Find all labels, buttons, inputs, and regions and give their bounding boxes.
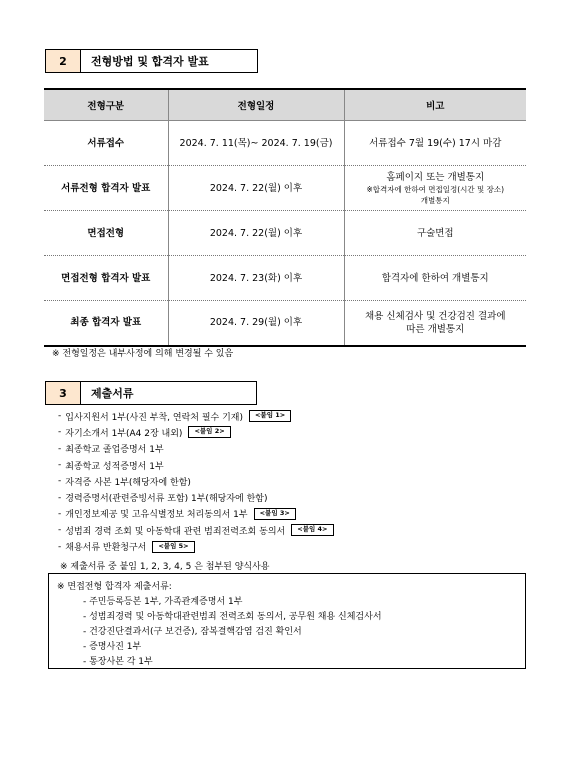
note-cell: 서류접수 7월 19(수) 17시 마감 xyxy=(344,121,526,166)
document-text: 입사지원서 1부(사진 부착, 연락처 필수 기재) xyxy=(65,412,243,423)
document-text: 최종학교 졸업증명서 1부 xyxy=(65,445,164,456)
date-cell: 2024. 7. 29(월) 이후 xyxy=(168,301,344,346)
note-line: 따른 개별통지 xyxy=(406,323,465,335)
date-cell: 2024. 7. 22(월) 이후 xyxy=(168,211,344,256)
document-text: 최종학교 성적증명서 1부 xyxy=(65,461,164,472)
section-2-header xyxy=(45,49,258,73)
document-text: 경력증명서(관련증빙서류 포함) 1부(해당자에 한함) xyxy=(65,494,268,505)
note-small: 개별통지 xyxy=(420,195,450,205)
attachment-tag: <붙임 2> xyxy=(188,426,230,438)
section-title: 제출서류 xyxy=(81,381,257,405)
date-cell: 2024. 7. 22(월) 이후 xyxy=(168,166,344,211)
document-text: 자격증 사본 1부(해당자에 한함) xyxy=(65,477,191,488)
note-cell xyxy=(344,301,526,346)
section-number: 3 xyxy=(45,381,81,405)
list-item: - 자격증 사본 1부(해당자에 한함) xyxy=(58,476,191,488)
stage-cell: 면접전형 xyxy=(44,211,168,256)
list-item: - 주민등록등본 1부, 가족관계증명서 1부 xyxy=(83,597,243,607)
box-title: ※ 면접전형 합격자 제출서류: xyxy=(57,582,172,592)
attachment-tag: <붙임 4> xyxy=(291,524,333,536)
table-row xyxy=(44,211,526,256)
note-cell xyxy=(344,166,526,211)
section-3-header xyxy=(45,381,257,405)
stage-cell: 면접전형 합격자 발표 xyxy=(44,256,168,301)
list-item: - 성범죄경력 및 아동학대관련범죄 전력조회 동의서, 공무원 채용 신체검사서 xyxy=(83,612,382,622)
list-item: - 경력증명서(관련증빙서류 포함) 1부(해당자에 한함) xyxy=(58,492,268,505)
column-header: 전형일정 xyxy=(168,89,344,121)
list-item: - 최종학교 졸업증명서 1부 xyxy=(58,443,164,456)
list-item: - 건강진단결과서(구 보건증), 잠복결핵감염 검진 확인서 xyxy=(83,627,302,637)
column-header: 비고 xyxy=(344,89,526,121)
schedule-table xyxy=(44,88,526,347)
date-cell: 2024. 7. 11(목)~ 2024. 7. 19(금) xyxy=(168,121,344,166)
section-number: 2 xyxy=(45,49,81,73)
list-item: - 입사지원서 1부(사진 부착, 연락처 필수 기재) <붙임 1> xyxy=(58,408,334,424)
note-cell: 구술면접 xyxy=(344,211,526,256)
table-row xyxy=(44,166,526,211)
attachment-tag: <붙임 3> xyxy=(254,508,296,520)
attachment-tag: <붙임 1> xyxy=(249,410,291,422)
table-row xyxy=(44,121,526,166)
schedule-note: ※ 전형일정은 내부사정에 의해 변경될 수 있음 xyxy=(52,349,234,359)
note-main: 홈페이지 또는 개별통지 xyxy=(386,171,485,183)
list-item: - 증명사진 1부 xyxy=(83,642,142,652)
column-header: 전형구분 xyxy=(44,89,168,121)
document-text: 자기소개서 1부(A4 2장 내외) xyxy=(65,428,183,439)
stage-cell: 최종 합격자 발표 xyxy=(44,301,168,346)
table-row xyxy=(44,256,526,301)
table-header-row xyxy=(44,89,526,121)
table-row xyxy=(44,301,526,346)
attachment-tag: <붙임 5> xyxy=(152,541,194,553)
document-text: 채용서류 반환청구서 xyxy=(65,543,147,554)
note-cell: 합격자에 한하여 개별통지 xyxy=(344,256,526,301)
stage-cell: 서류접수 xyxy=(44,121,168,166)
list-item: - 최종학교 성적증명서 1부 xyxy=(58,460,164,472)
document-text: 개인정보제공 및 고유식별정보 처리동의서 1부 xyxy=(65,510,248,521)
list-item: - 성범죄 경력 조회 및 아동학대 관련 범죄전력조회 동의서 <붙임 4> xyxy=(58,522,334,538)
stage-cell: 서류전형 합격자 발표 xyxy=(44,166,168,211)
document-text: 성범죄 경력 조회 및 아동학대 관련 범죄전력조회 동의서 xyxy=(65,526,286,537)
note-small: ※합격자에 한하여 면접일정(시간 및 장소) xyxy=(366,184,505,194)
list-item: - 개인정보제공 및 고유식별정보 처리동의서 1부 <붙임 3> xyxy=(58,506,334,522)
section-title: 전형방법 및 합격자 발표 xyxy=(81,49,258,73)
list-item: - 채용서류 반환청구서 <붙임 5> xyxy=(58,538,334,554)
list-item: - 통장사본 각 1부 xyxy=(83,657,153,667)
note-line: 채용 신체검사 및 건강검진 결과에 xyxy=(364,310,506,322)
documents-note: ※ 제출서류 중 붙임 1, 2, 3, 4, 5 은 첨부된 양식사용 xyxy=(60,562,270,572)
interview-documents-box xyxy=(48,573,526,669)
date-cell: 2024. 7. 23(화) 이후 xyxy=(168,256,344,301)
documents-list xyxy=(58,408,334,555)
list-item: - 자기소개서 1부(A4 2장 내외) <붙임 2> xyxy=(58,424,334,440)
